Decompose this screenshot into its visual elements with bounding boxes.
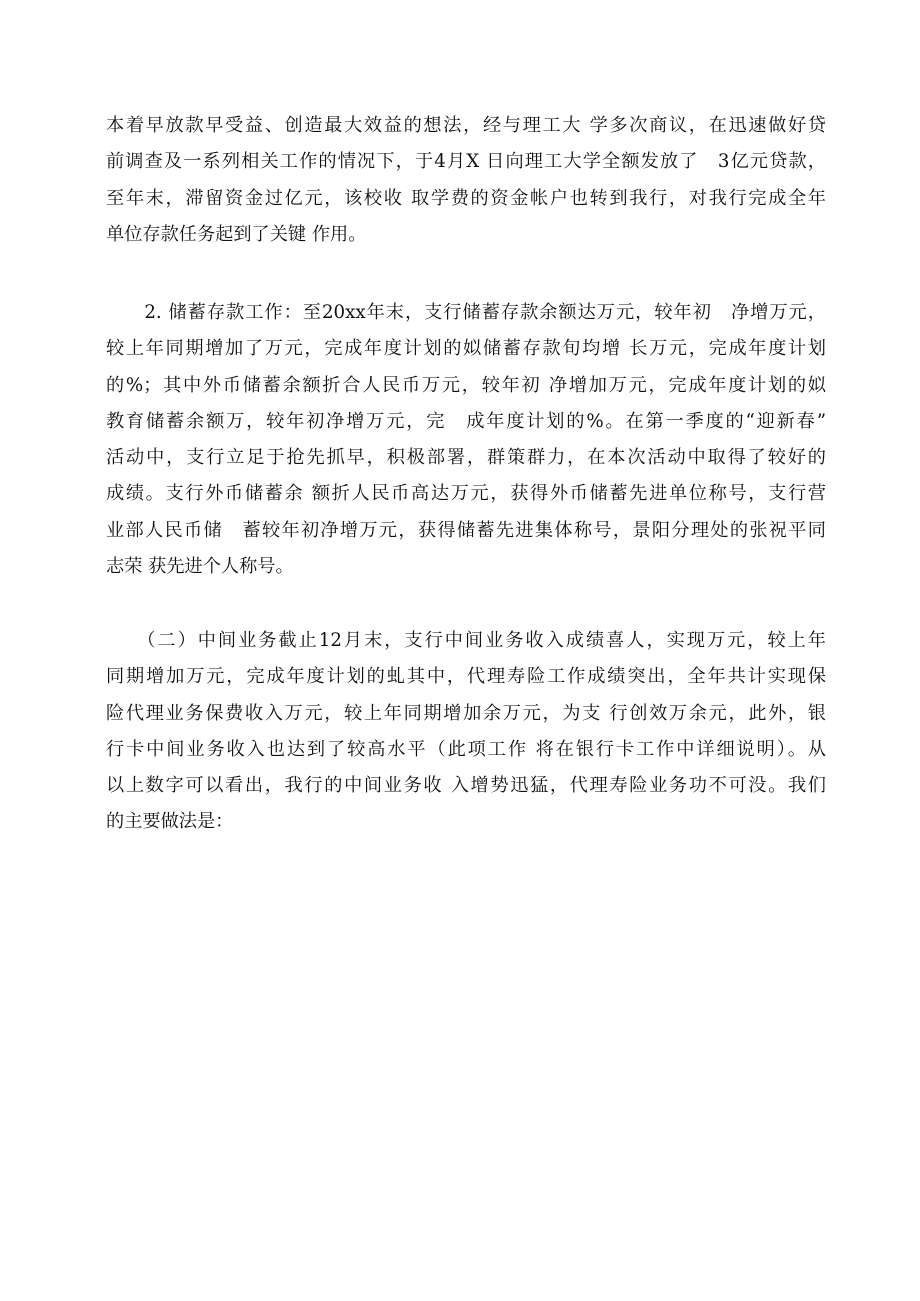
text-line: 志荣 获先进个人称号。: [106, 556, 294, 578]
text-line: 2. 储蓄存款工作：至20xx年末，支行储蓄存款余额达万元，较年初 净增万元，: [106, 302, 826, 323]
text-line: 教育储蓄余额万，较年初净增万元，完 成年度计划的%。在第一季度的“迎新春”: [106, 410, 826, 432]
text-line: 险代理业务保费收入万元，较上年同期增加余万元，为支 行创效万余元，此外，银: [106, 702, 826, 724]
text-line: 单位存款任务起到了关键 作用。: [106, 223, 367, 245]
text-line: 行卡中间业务收入也达到了较高水平（此项工作 将在银行卡工作中详细说明）。从: [106, 738, 826, 760]
text-line: 活动中，支行立足于抢先抓早，积极部署，群策群力，在本次活动中取得了较好的: [106, 447, 826, 469]
text-line: 本着早放款早受益、创造最大效益的想法，经与理工大 学多次商议，在迅速做好贷: [106, 115, 826, 136]
paragraph-savings-deposits: [106, 295, 826, 585]
text-line: 的%；其中外币储蓄余额折合人民币万元，较年初 净增加万元，完成年度计划的姒: [106, 374, 826, 396]
text-line: 同期增加万元，完成年度计划的虬其中，代理寿险工作成绩突出，全年共计实现保: [106, 666, 826, 688]
text-line: 以上数字可以看出，我行的中间业务收 入增势迅猛，代理寿险业务功不可没。我们: [106, 775, 826, 797]
text-line: 至年末，滞留资金过亿元，该校收 取学费的资金帐户也转到我行，对我行完成全年: [106, 187, 826, 209]
paragraph-intermediary-business: [106, 623, 826, 841]
paragraph-loan-disbursement: [106, 108, 826, 253]
text-line: 的主要做法是：: [106, 811, 234, 833]
text-line: 前调查及一系列相关工作的情况下，于4月X 日向理工大学全额发放了 3亿元贷款，: [106, 151, 826, 173]
text-line: 较上年同期增加了万元，完成年度计划的姒储蓄存款旬均增 长万元，完成年度计划: [106, 338, 826, 360]
text-line: 业部人民币储 蓄较年初净增万元，获得储蓄先进集体称号，景阳分理处的张祝平同: [106, 519, 826, 541]
text-line: 成绩。支行外币储蓄余 额折人民币高达万元，获得外币储蓄先进单位称号，支行营: [106, 483, 826, 505]
text-line: （二）中间业务截止12月末，支行中间业务收入成绩喜人，实现万元，较上年: [106, 630, 826, 651]
